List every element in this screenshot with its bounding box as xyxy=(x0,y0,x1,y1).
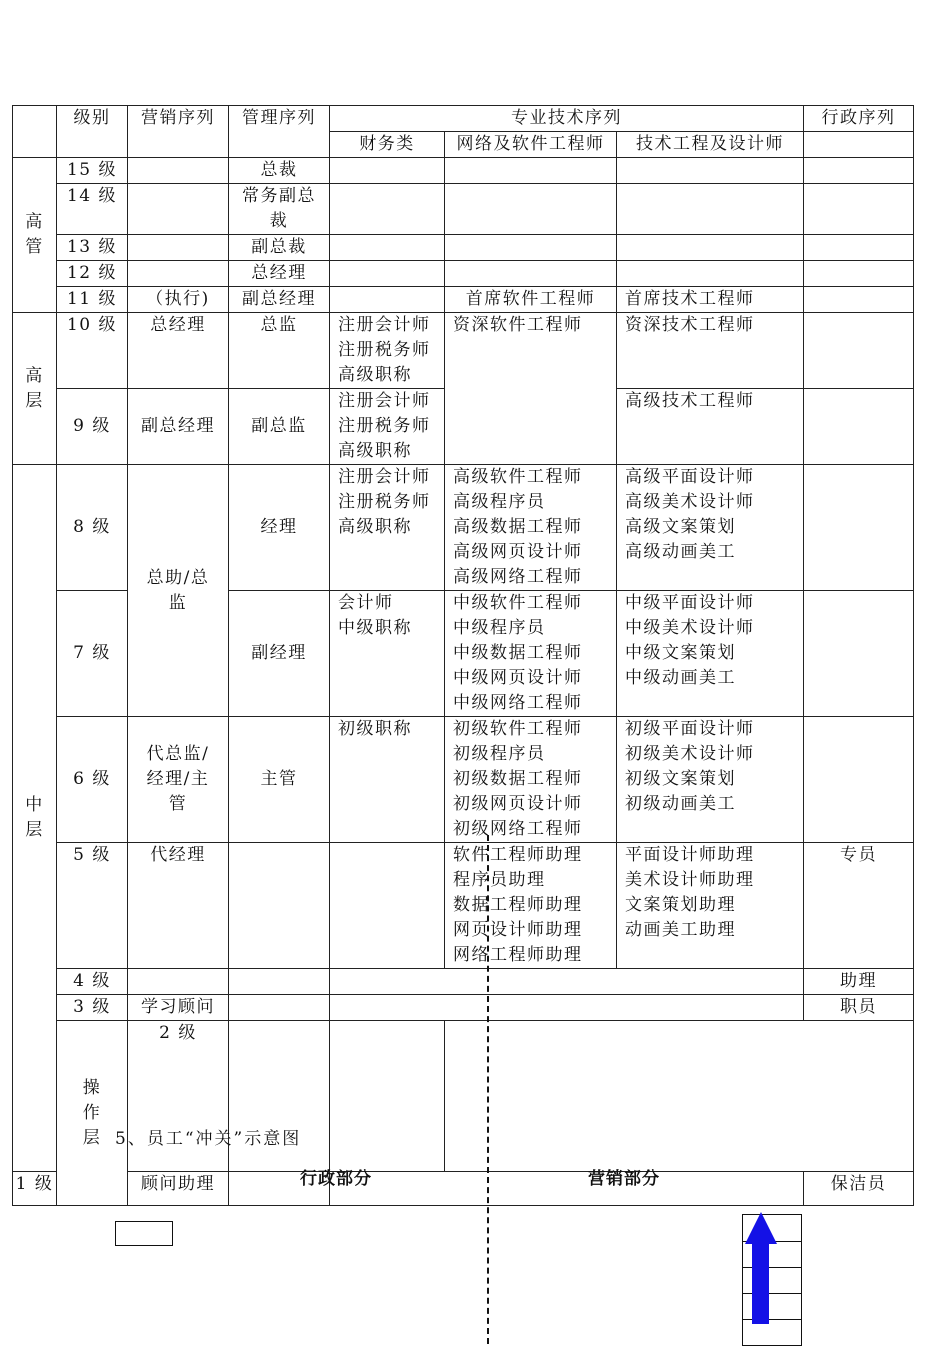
professional-merged-cell xyxy=(445,1021,914,1172)
tech-design-cell xyxy=(617,158,804,184)
table-row xyxy=(13,287,914,313)
admin-cell: 保洁员 xyxy=(804,1172,914,1206)
tier-middle: 中 层 xyxy=(13,465,57,1172)
admin-cell xyxy=(804,313,914,389)
finance-cell xyxy=(330,843,445,969)
management-cell: 主管 xyxy=(229,717,330,843)
management-cell xyxy=(229,843,330,969)
management-cell: 总监 xyxy=(229,313,330,389)
level-cell: 8 级 xyxy=(57,465,128,591)
tech-design-cell xyxy=(617,235,804,261)
table-row xyxy=(13,184,914,235)
marketing-cell xyxy=(128,158,229,184)
up-arrow-icon xyxy=(752,1244,769,1324)
marketing-dept-label: 营销部分 xyxy=(588,1169,660,1189)
finance-cell xyxy=(330,287,445,313)
marketing-cell: 总助/总 监 xyxy=(128,465,229,717)
marketing-cell: （执行) xyxy=(128,287,229,313)
management-cell: 副经理 xyxy=(229,591,330,717)
table-row xyxy=(13,158,914,184)
tech-design-cell: 中级平面设计师 中级美术设计师 中级文案策划 中级动画美工 xyxy=(617,591,804,717)
admin-cell: 职员 xyxy=(804,995,914,1021)
tier-senior: 高 层 xyxy=(13,313,57,465)
professional-merged-cell xyxy=(330,995,804,1021)
level-cell: 4 级 xyxy=(57,969,128,995)
tech-design-cell: 高级技术工程师 xyxy=(617,389,804,465)
table-row xyxy=(13,261,914,287)
marketing-cell: 学习顾问 xyxy=(128,995,229,1021)
section-caption: 5、员工“冲关”示意图 xyxy=(115,1129,302,1149)
network-software-cell: 高级软件工程师 高级程序员 高级数据工程师 高级网页设计师 高级网络工程师 xyxy=(445,465,617,591)
marketing-cell: 副总经理 xyxy=(128,389,229,465)
admin-cell xyxy=(804,717,914,843)
management-cell: 总经理 xyxy=(229,261,330,287)
admin-cell xyxy=(804,235,914,261)
level-cell: 1 级 xyxy=(13,1172,57,1206)
finance-cell: 注册会计师 注册税务师 高级职称 xyxy=(330,465,445,591)
marketing-cell: 代总监/ 经理/主 管 xyxy=(128,717,229,843)
network-software-cell xyxy=(445,235,617,261)
finance-cell xyxy=(330,235,445,261)
table-row xyxy=(13,235,914,261)
level-cell: 13 级 xyxy=(57,235,128,261)
marketing-cell xyxy=(128,184,229,235)
table-row xyxy=(13,717,914,843)
table-row xyxy=(13,843,914,969)
management-cell: 经理 xyxy=(229,465,330,591)
admin-cell xyxy=(804,261,914,287)
level-cell: 14 级 xyxy=(57,184,128,235)
professional-merged-cell xyxy=(330,969,804,995)
tier-operations: 操 作 层 xyxy=(57,1021,128,1206)
header-marketing: 营销序列 xyxy=(128,106,229,158)
management-cell: 常务副总 裁 xyxy=(229,184,330,235)
table-row xyxy=(13,313,914,389)
header-tech-design: 技术工程及设计师 xyxy=(617,132,804,158)
header-level: 级别 xyxy=(57,106,128,158)
tech-design-cell xyxy=(617,261,804,287)
header-row xyxy=(13,106,914,132)
dashed-divider xyxy=(487,835,489,1344)
finance-cell xyxy=(330,184,445,235)
management-cell: 总裁 xyxy=(229,158,330,184)
tech-design-cell: 平面设计师助理 美术设计师助理 文案策划助理 动画美工助理 xyxy=(617,843,804,969)
job-level-table-wrap xyxy=(12,105,913,1206)
admin-cell xyxy=(804,389,914,465)
management-cell: 副总裁 xyxy=(229,235,330,261)
tech-design-cell xyxy=(617,184,804,235)
level-cell: 11 级 xyxy=(57,287,128,313)
management-cell xyxy=(330,1021,445,1172)
finance-cell xyxy=(330,158,445,184)
tier-senior-mgmt: 高 管 xyxy=(13,158,57,313)
network-software-cell: 中级软件工程师 中级程序员 中级数据工程师 中级网页设计师 中级网络工程师 xyxy=(445,591,617,717)
network-software-cell: 资深软件工程师 xyxy=(445,313,617,465)
table-row xyxy=(13,1172,914,1206)
corner-cell xyxy=(13,106,57,158)
level-cell: 15 级 xyxy=(57,158,128,184)
marketing-cell xyxy=(128,261,229,287)
network-software-cell: 软件工程师助理 程序员助理 数据工程师助理 网页设计师助理 网络工程师助理 xyxy=(445,843,617,969)
admin-cell xyxy=(804,184,914,235)
finance-cell: 注册会计师 注册税务师 高级职称 xyxy=(330,389,445,465)
management-cell: 副总监 xyxy=(229,389,330,465)
level-cell: 6 级 xyxy=(57,717,128,843)
job-level-table xyxy=(12,105,914,1206)
management-cell xyxy=(229,995,330,1021)
header-admin: 行政序列 xyxy=(804,106,914,132)
network-software-cell: 首席软件工程师 xyxy=(445,287,617,313)
level-cell: 10 级 xyxy=(57,313,128,389)
admin-cell xyxy=(804,465,914,591)
network-software-cell xyxy=(445,261,617,287)
level-cell: 2 级 xyxy=(128,1021,229,1172)
finance-cell: 初级职称 xyxy=(330,717,445,843)
finance-cell xyxy=(330,261,445,287)
admin-cell: 专员 xyxy=(804,843,914,969)
tech-design-cell: 资深技术工程师 xyxy=(617,313,804,389)
network-software-cell: 初级软件工程师 初级程序员 初级数据工程师 初级网页设计师 初级网络工程师 xyxy=(445,717,617,843)
admin-dept-label: 行政部分 xyxy=(300,1169,372,1189)
marketing-cell xyxy=(128,235,229,261)
marketing-cell xyxy=(128,969,229,995)
admin-level-box xyxy=(115,1221,173,1246)
admin-cell xyxy=(804,158,914,184)
marketing-cell: 代经理 xyxy=(128,843,229,969)
table-row xyxy=(13,465,914,591)
header-finance: 财务类 xyxy=(330,132,445,158)
tech-design-cell: 首席技术工程师 xyxy=(617,287,804,313)
network-software-cell xyxy=(445,158,617,184)
management-cell: 副总经理 xyxy=(229,287,330,313)
level-cell: 3 级 xyxy=(57,995,128,1021)
level-cell: 5 级 xyxy=(57,843,128,969)
management-cell xyxy=(229,969,330,995)
header-management: 管理序列 xyxy=(229,106,330,158)
level-cell: 7 级 xyxy=(57,591,128,717)
admin-cell xyxy=(804,591,914,717)
professional-merged-cell xyxy=(330,1172,804,1206)
level-cell: 12 级 xyxy=(57,261,128,287)
admin-cell xyxy=(804,287,914,313)
tech-design-cell: 高级平面设计师 高级美术设计师 高级文案策划 高级动画美工 xyxy=(617,465,804,591)
network-software-cell xyxy=(445,184,617,235)
table-row xyxy=(13,995,914,1021)
finance-cell: 注册会计师 注册税务师 高级职称 xyxy=(330,313,445,389)
table-row xyxy=(13,969,914,995)
finance-cell: 会计师 中级职称 xyxy=(330,591,445,717)
admin-cell: 助理 xyxy=(804,969,914,995)
tech-design-cell: 初级平面设计师 初级美术设计师 初级文案策划 初级动画美工 xyxy=(617,717,804,843)
header-admin-sub xyxy=(804,132,914,158)
header-professional: 专业技术序列 xyxy=(330,106,804,132)
up-arrow-head xyxy=(745,1212,777,1244)
marketing-cell: 顾问助理 xyxy=(128,1172,229,1206)
level-cell: 9 级 xyxy=(57,389,128,465)
marketing-cell: 总经理 xyxy=(128,313,229,389)
header-network-software: 网络及软件工程师 xyxy=(445,132,617,158)
